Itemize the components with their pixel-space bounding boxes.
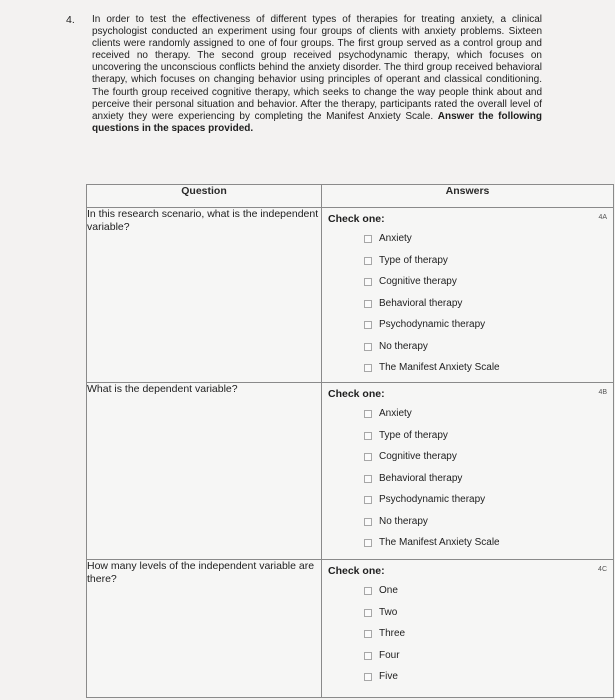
option-item[interactable]	[322, 271, 613, 293]
answer-cell	[322, 383, 614, 560]
option-item[interactable]	[322, 425, 613, 447]
checkbox-icon[interactable]	[364, 475, 372, 483]
option-label: Five	[379, 671, 398, 682]
checkbox-icon[interactable]	[364, 300, 372, 308]
option-label: Type of therapy	[379, 429, 448, 441]
checkbox-icon[interactable]	[364, 587, 372, 595]
option-item[interactable]	[322, 666, 613, 688]
checkbox-icon[interactable]	[364, 343, 372, 351]
option-label: Three	[379, 628, 406, 639]
option-label: Psychodynamic therapy	[379, 494, 486, 505]
option-label: The Manifest Anxiety Scale	[379, 362, 500, 373]
option-label: Cognitive therapy	[379, 276, 457, 287]
option-item[interactable]	[322, 228, 613, 250]
checkbox-icon[interactable]	[364, 539, 372, 547]
question-tag: 4A	[598, 214, 607, 221]
option-label: Two	[379, 606, 398, 618]
option-label: Anxiety	[379, 408, 412, 419]
option-list	[322, 403, 613, 554]
option-item[interactable]	[322, 511, 613, 533]
option-item[interactable]	[322, 314, 613, 336]
option-item[interactable]	[322, 250, 613, 272]
option-label: The Manifest Anxiety Scale	[379, 537, 500, 548]
question-text: How many levels of the independent variable are there?	[87, 560, 322, 698]
table-row	[87, 560, 614, 698]
option-item[interactable]	[322, 489, 613, 511]
question-tag: 4C	[598, 566, 607, 573]
checkbox-icon[interactable]	[364, 453, 372, 461]
answer-table	[86, 184, 614, 698]
checkbox-icon[interactable]	[364, 652, 372, 660]
option-list	[322, 580, 613, 688]
option-item[interactable]	[322, 532, 613, 554]
option-label: One	[379, 585, 398, 596]
check-one-label: Check one:	[328, 388, 385, 400]
checkbox-icon[interactable]	[364, 364, 372, 372]
option-item[interactable]	[322, 336, 613, 358]
checkbox-icon[interactable]	[364, 518, 372, 526]
option-item[interactable]	[322, 602, 613, 624]
intro-text: In order to test the effectiveness of different types of therapies for treating anxiety, a clinical psychologist conducted an experiment using four groups of clients with anxiety problems. Sixteen clients were randomly assigned to one of four groups. The first group served as a control group and received no therapy. The second group received psychodynamic therapy, which focuses on uncovering the unconscious conflicts behind the anxiety disorder. The third group received behavioral therapy, which focuses on changing behavior using principles of operant and classical conditioning. The fourth group received cognitive therapy, which seeks to change the way people think about and perceive their personal situation and behavior. After the therapy, participants rated the overall level of anxiety they were experiencing by completing the Manifest Anxiety Scale.	[92, 14, 542, 122]
option-label: Type of therapy	[379, 254, 448, 266]
option-label: Behavioral therapy	[379, 472, 463, 484]
table-row	[87, 208, 614, 383]
answer-cell	[322, 208, 614, 383]
option-item[interactable]	[322, 468, 613, 490]
question-number: 4.	[66, 14, 75, 26]
checkbox-icon[interactable]	[364, 432, 372, 440]
option-label: Behavioral therapy	[379, 297, 463, 309]
option-item[interactable]	[322, 645, 613, 667]
checkbox-icon[interactable]	[364, 410, 372, 418]
option-item[interactable]	[322, 357, 613, 379]
checkbox-icon[interactable]	[364, 278, 372, 286]
checkbox-icon[interactable]	[364, 609, 372, 617]
question-intro	[92, 14, 542, 135]
option-item[interactable]	[322, 580, 613, 602]
checkbox-icon[interactable]	[364, 673, 372, 681]
option-label: No therapy	[379, 340, 428, 352]
question-text: What is the dependent variable?	[87, 383, 322, 560]
option-item[interactable]	[322, 446, 613, 468]
header-question: Question	[87, 185, 322, 208]
checkbox-icon[interactable]	[364, 321, 372, 329]
checkbox-icon[interactable]	[364, 496, 372, 504]
question-text: In this research scenario, what is the independent variable?	[87, 208, 322, 383]
question-tag: 4B	[598, 389, 607, 396]
checkbox-icon[interactable]	[364, 235, 372, 243]
option-label: Four	[379, 649, 400, 661]
option-label: No therapy	[379, 515, 428, 527]
answer-cell	[322, 560, 614, 698]
option-label: Psychodynamic therapy	[379, 319, 486, 330]
checkbox-icon[interactable]	[364, 257, 372, 265]
checkbox-icon[interactable]	[364, 630, 372, 638]
option-item[interactable]	[322, 293, 613, 315]
check-one-label: Check one:	[328, 213, 385, 225]
option-item[interactable]	[322, 403, 613, 425]
option-item[interactable]	[322, 623, 613, 645]
option-label: Cognitive therapy	[379, 451, 457, 462]
table-row	[87, 383, 614, 560]
check-one-label: Check one:	[328, 565, 385, 577]
option-list	[322, 228, 613, 379]
option-label: Anxiety	[379, 233, 412, 244]
intro-instruction: Answer the following questions in the spaces provided.	[92, 110, 543, 134]
table-header-row	[87, 185, 614, 208]
header-answers: Answers	[322, 185, 614, 208]
